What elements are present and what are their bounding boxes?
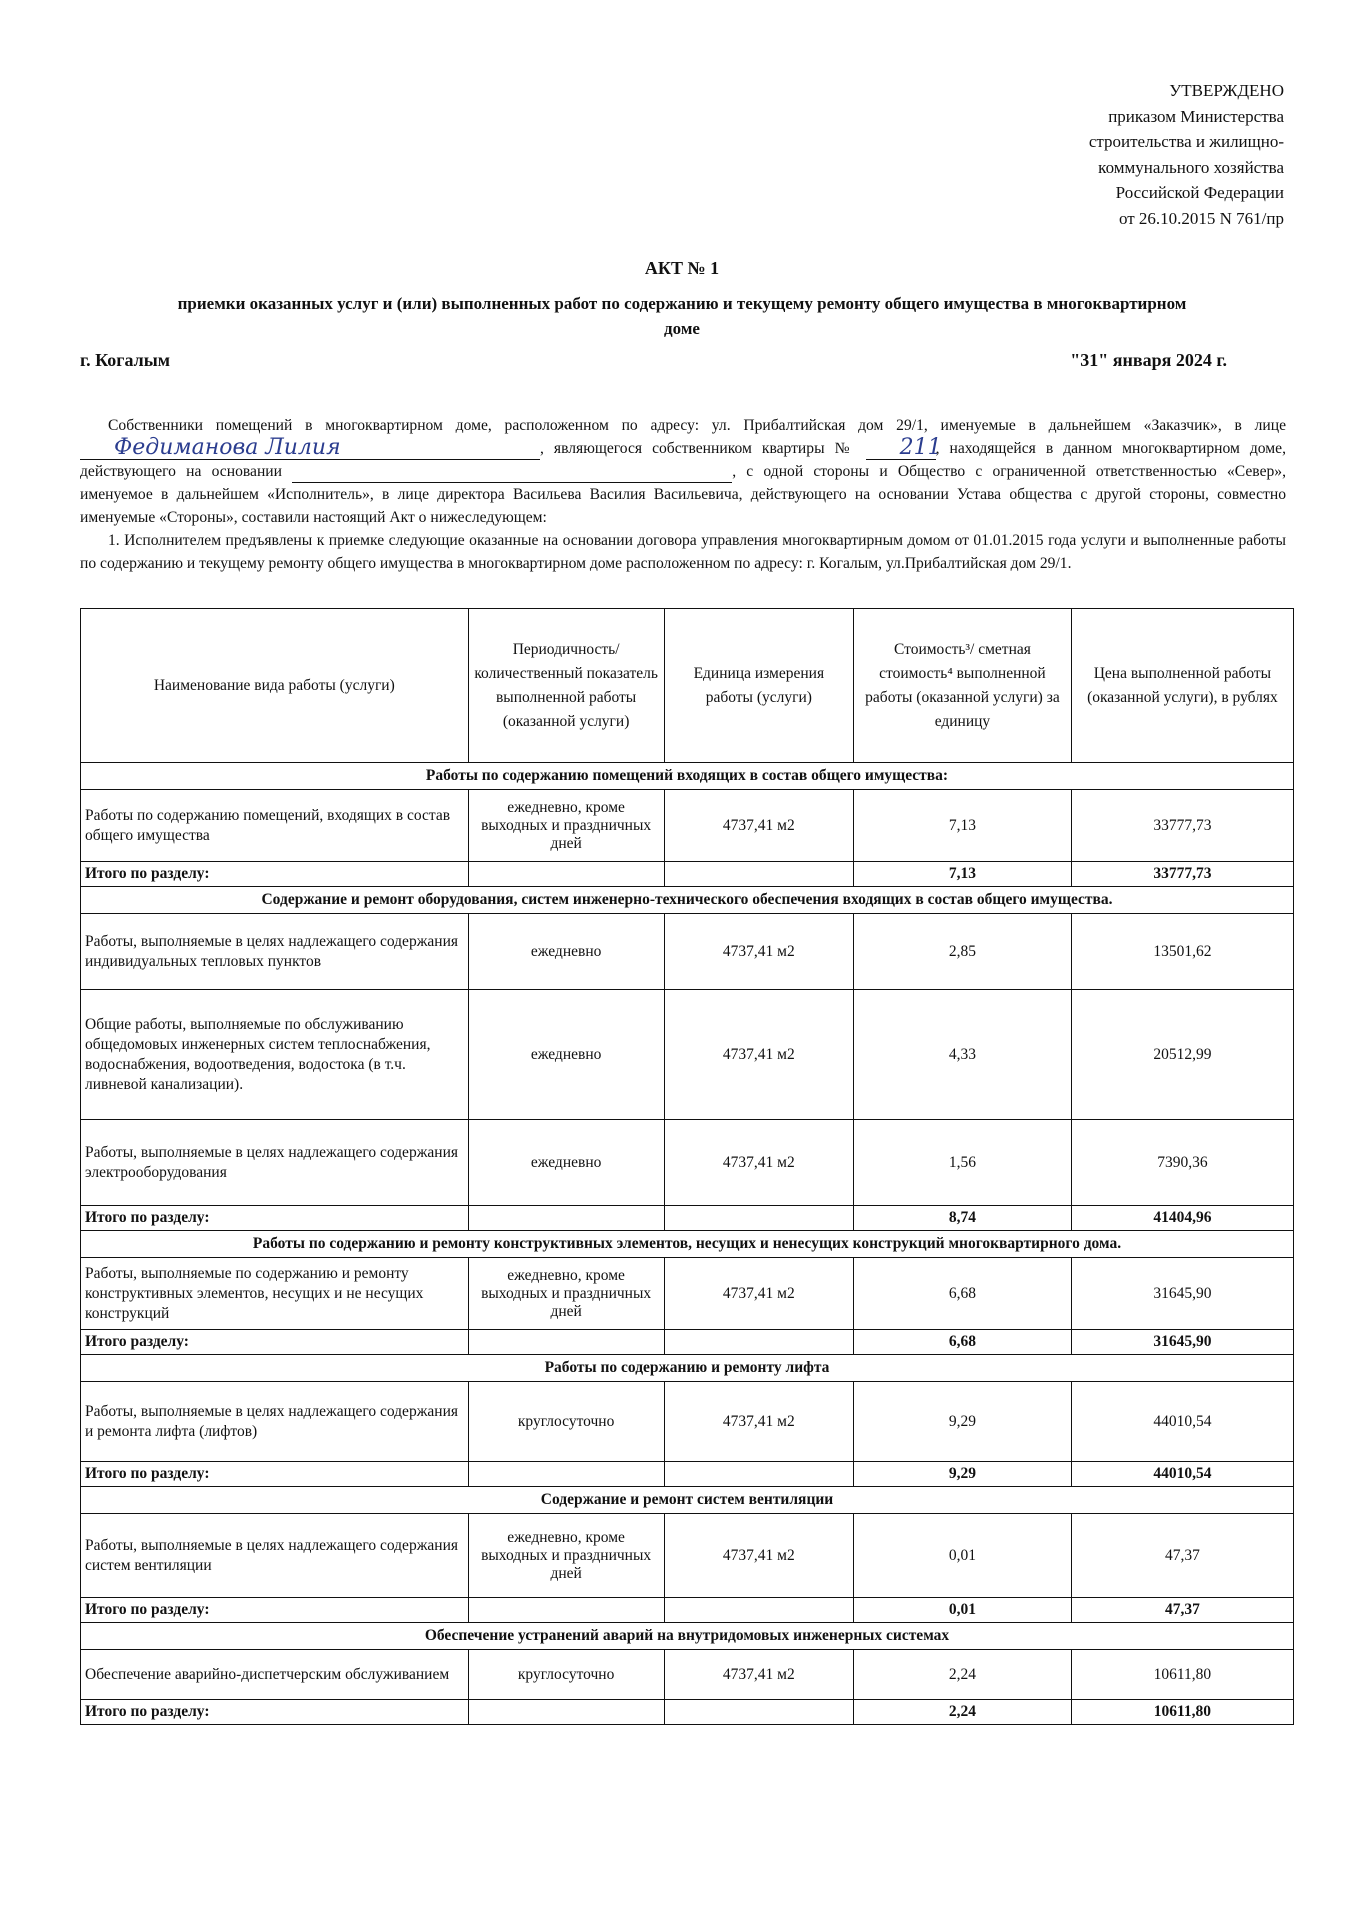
periodicity-cell: круглосуточно (468, 1650, 664, 1700)
section-total-row (81, 1700, 1294, 1725)
price-cell: 33777,73 (1071, 790, 1293, 862)
section-title: Работы по содержанию помещений входящих в состав общего имущества: (81, 763, 1294, 790)
total-label: Итого по разделу: (81, 862, 469, 887)
work-name-cell: Общие работы, выполняемые по обслуживанию общедомовых инженерных систем теплоснабжения, водоснабжения, водоотведения, водостока (в т.ч. ливневой канализации). (81, 990, 469, 1120)
periodicity-cell: ежедневно, кроме выходных и праздничных дней (468, 790, 664, 862)
table-row (81, 914, 1294, 990)
total-price: 41404,96 (1071, 1206, 1293, 1231)
intro-paragraph-2: 1. Исполнителем предъявлены к приемке следующие оказанные на основании договора управления многоквартирным домом от 01.01.2015 года услуги и выполненные работы по содержанию и текущему ремонту общего имущества в многоквартирном доме расположенном по адресу: г. Когалым, ул.Прибалтийская дом 29/1. (80, 532, 1286, 572)
column-header: Стоимость³/ сметная стоимость⁴ выполненной работы (оказанной услуги) за единицу (854, 609, 1072, 763)
act-title: АКТ № 1 (644, 258, 720, 278)
total-unit-cost: 6,68 (854, 1330, 1072, 1355)
table-row (81, 1382, 1294, 1462)
unit-cell: 4737,41 м2 (664, 1514, 853, 1598)
total-label: Итого по разделу: (81, 1462, 469, 1487)
price-cell: 31645,90 (1071, 1258, 1293, 1330)
periodicity-cell: ежедневно, кроме выходных и праздничных дней (468, 1514, 664, 1598)
total-price: 44010,54 (1071, 1462, 1293, 1487)
works-table (80, 608, 1294, 1725)
intro-text (80, 414, 1286, 575)
section-title: Работы по содержанию и ремонту конструктивных элементов, несущих и ненесущих конструкций многоквартирного дома. (81, 1231, 1294, 1258)
periodicity-cell: ежедневно (468, 914, 664, 990)
price-cell: 13501,62 (1071, 914, 1293, 990)
unit-cost-cell: 2,24 (854, 1650, 1072, 1700)
work-name-cell: Работы по содержанию помещений, входящих в состав общего имущества (81, 790, 469, 862)
total-unit-cost: 9,29 (854, 1462, 1072, 1487)
approval-line: от 26.10.2015 N 761/пр (1118, 208, 1284, 228)
price-cell: 47,37 (1071, 1514, 1293, 1598)
work-name-cell: Работы, выполняемые в целях надлежащего содержания электрооборудования (81, 1120, 469, 1206)
price-cell: 10611,80 (1071, 1650, 1293, 1700)
section-title: Работы по содержанию и ремонту лифта (81, 1355, 1294, 1382)
approval-line: УТВЕРЖДЕНО (1169, 81, 1284, 100)
table-row (81, 1514, 1294, 1598)
periodicity-cell: ежедневно (468, 990, 664, 1120)
price-cell: 44010,54 (1071, 1382, 1293, 1462)
section-title: Обеспечение устранений аварий на внутридомовых инженерных системах (81, 1623, 1294, 1650)
approval-line: Российской Федерации (1115, 183, 1284, 202)
representative-signature-field (80, 435, 540, 460)
approval-line: коммунального хозяйства (1098, 157, 1284, 177)
unit-cost-cell: 0,01 (854, 1514, 1072, 1598)
table-row (81, 1650, 1294, 1700)
section-total-row (81, 1206, 1294, 1231)
approval-line: приказом Министерства (1108, 106, 1284, 126)
work-name-cell: Обеспечение аварийно-диспетчерским обслуживанием (81, 1650, 469, 1700)
table-header-row (81, 609, 1294, 763)
total-unit-cost: 7,13 (854, 862, 1072, 887)
intro-paragraph-1: Собственники помещений в многоквартирном доме, расположенном по адресу: ул. Прибалтийская дом 29/1, именуемые в дальнейшем «Заказчик», в лице Федиманова Лилия , являющегося собственником квартиры № 211 , находящейся в данном многоквартирном доме, действующего на основании , с одной стороны и Общество с ограниченной ответственностью «Север», именуемое в дальнейшем «Исполнитель», в лице директора Васильева Василия Васильевича, действующего на основании Устава общества с другой стороны, совместно именуемые «Стороны», составили настоящий Акт о нижеследующем: (80, 417, 1286, 526)
act-date: "31" января 2024 г. (1070, 350, 1227, 370)
total-price: 47,37 (1071, 1598, 1293, 1623)
total-unit-cost: 2,24 (854, 1700, 1072, 1725)
column-header: Периодичность/ количественный показатель выполненной работы (оказанной услуги) (468, 609, 664, 763)
unit-cell: 4737,41 м2 (664, 790, 853, 862)
unit-cost-cell: 9,29 (854, 1382, 1072, 1462)
unit-cell: 4737,41 м2 (664, 1258, 853, 1330)
section-header-row (81, 1355, 1294, 1382)
section-total-row (81, 862, 1294, 887)
unit-cell: 4737,41 м2 (664, 1120, 853, 1206)
unit-cost-cell: 6,68 (854, 1258, 1072, 1330)
table-row (81, 1120, 1294, 1206)
handwritten-apartment-number: 211 (899, 435, 942, 460)
total-price: 33777,73 (1071, 862, 1293, 887)
unit-cost-cell: 7,13 (854, 790, 1072, 862)
act-subtitle: приемки оказанных услуг и (или) выполненных работ по содержанию и текущему ремонту общего имущества в многоквартирном доме (177, 294, 1187, 338)
periodicity-cell: круглосуточно (468, 1382, 664, 1462)
column-header: Цена выполненной работы (оказанной услуги), в рублях (1071, 609, 1293, 763)
unit-cost-cell: 1,56 (854, 1120, 1072, 1206)
approval-line: строительства и жилищно- (1088, 132, 1284, 151)
table-row (81, 790, 1294, 862)
section-header-row (81, 1231, 1294, 1258)
periodicity-cell: ежедневно, кроме выходных и праздничных дней (468, 1258, 664, 1330)
section-total-row (81, 1462, 1294, 1487)
table-row (81, 990, 1294, 1120)
total-label: Итого по разделу: (81, 1206, 469, 1231)
unit-cell: 4737,41 м2 (664, 1650, 853, 1700)
total-price: 10611,80 (1071, 1700, 1293, 1725)
basis-field (292, 464, 732, 483)
section-total-row (81, 1598, 1294, 1623)
unit-cell: 4737,41 м2 (664, 990, 853, 1120)
price-cell: 7390,36 (1071, 1120, 1293, 1206)
section-header-row (81, 1487, 1294, 1514)
work-name-cell: Работы, выполняемые в целях надлежащего содержания и ремонта лифта (лифтов) (81, 1382, 469, 1462)
total-price: 31645,90 (1071, 1330, 1293, 1355)
section-title: Содержание и ремонт оборудования, систем инженерно-технического обеспечения входящих в состав общего имущества. (81, 887, 1294, 914)
work-name-cell: Работы, выполняемые по содержанию и ремонту конструктивных элементов, несущих и не несущих конструкций (81, 1258, 469, 1330)
price-cell: 20512,99 (1071, 990, 1293, 1120)
total-unit-cost: 0,01 (854, 1598, 1072, 1623)
city: г. Когалым (80, 350, 171, 370)
handwritten-signature: Федиманова Лилия (114, 435, 341, 460)
unit-cell: 4737,41 м2 (664, 1382, 853, 1462)
approval-stamp (1089, 78, 1284, 231)
section-header-row (81, 1623, 1294, 1650)
column-header: Наименование вида работы (услуги) (81, 609, 469, 763)
apartment-number-field (866, 435, 942, 460)
section-header-row (81, 763, 1294, 790)
section-total-row (81, 1330, 1294, 1355)
section-header-row (81, 887, 1294, 914)
unit-cell: 4737,41 м2 (664, 914, 853, 990)
unit-cost-cell: 2,85 (854, 914, 1072, 990)
periodicity-cell: ежедневно (468, 1120, 664, 1206)
unit-cost-cell: 4,33 (854, 990, 1072, 1120)
work-name-cell: Работы, выполняемые в целях надлежащего содержания индивидуальных тепловых пунктов (81, 914, 469, 990)
total-label: Итого по разделу: (81, 1598, 469, 1623)
section-title: Содержание и ремонт систем вентиляции (81, 1487, 1294, 1514)
total-label: Итого разделу: (81, 1330, 469, 1355)
table-row (81, 1258, 1294, 1330)
total-unit-cost: 8,74 (854, 1206, 1072, 1231)
total-label: Итого по разделу: (81, 1700, 469, 1725)
work-name-cell: Работы, выполняемые в целях надлежащего содержания систем вентиляции (81, 1514, 469, 1598)
column-header: Единица измерения работы (услуги) (664, 609, 853, 763)
